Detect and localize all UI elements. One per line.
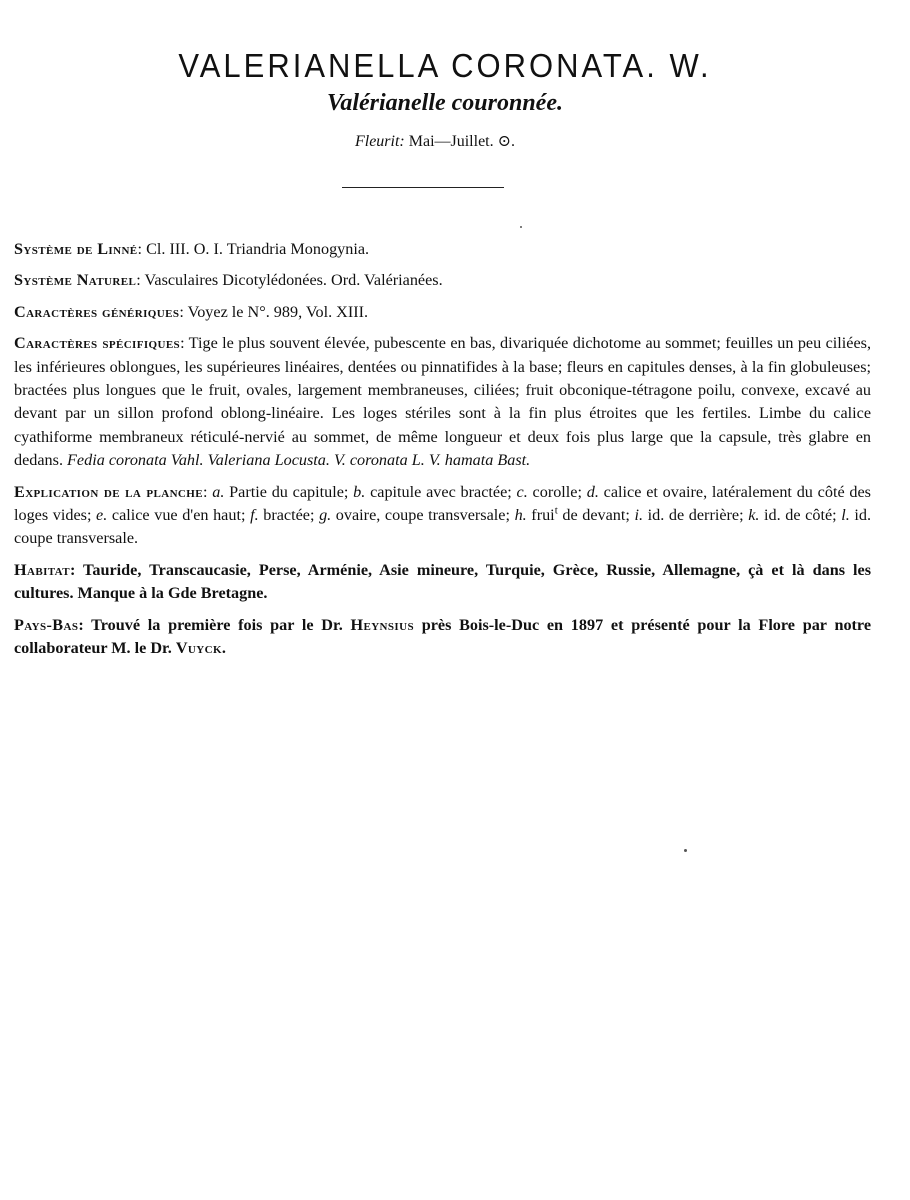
plate-text-k: id. de côté; [759, 506, 842, 525]
description-body [14, 238, 871, 669]
print-speck [684, 849, 687, 852]
section-colon: : [202, 482, 213, 501]
plate-text-h: frui [526, 506, 555, 525]
plate-text-i: id. de derrière; [643, 506, 749, 525]
plate-letter-k: k. [748, 506, 760, 525]
section-text: : Cl. III. O. I. Triandria Monogynia. [137, 240, 370, 258]
section-linne [14, 238, 871, 261]
section-habitat [14, 559, 871, 606]
section-text: : Tige le plus souvent élevée, pubescente en bas, divariquée dichotome au sommet; feuilles un peu ciliées, les inférieures oblongues, les supérieures linéaires, dentées ou pinnatifides à la base; fleurs en capitules denses, à la fin globuleuses; bractées plus longues que le fruit, ovales, largement membraneuses, ciliées; fruit obconique-tétragone poilu, convexe, excavé au devant par un sillon profond oblong-linéaire. Les loges stériles sont à la fin plus étroites que les fertiles. Limbe du calice cyathiforme membraneux réticulé-nervié au sommet, de même longueur et deux fois plus large que la capsule, très glabre en dedans. [14, 334, 871, 470]
section-text: : Vasculaires Dicotylédonées. Ord. Valérianées. [136, 271, 443, 290]
plate-text-a: Partie du capitule; [224, 482, 354, 501]
section-label: Pays-Bas [14, 615, 79, 634]
section-specifiques [14, 332, 871, 472]
plate-letter-e: e. [96, 506, 108, 525]
plate-text-b: capitule avec bractée; [365, 482, 517, 501]
section-text-2: près Bois-le-Duc en 1897 et présenté pour la Flore par notre collaborateur M. le Dr. [14, 615, 872, 658]
plate-letter-c: c. [516, 482, 528, 501]
section-naturel [14, 269, 871, 292]
section-text-3: . [221, 639, 226, 658]
flowering-value: Mai—Juillet. ⊙. [408, 133, 516, 150]
section-label: Caractères spécifiques [14, 334, 181, 353]
section-generiques [14, 301, 871, 324]
plate-text-f: bractée; [258, 506, 320, 525]
section-label: Système Naturel [14, 271, 137, 290]
flowering-label: Fleurit: [354, 133, 405, 150]
section-text-1: : Trouvé la première fois par le Dr. [78, 615, 351, 634]
plate-letter-l: l. [841, 506, 850, 525]
section-label: Habitat [14, 560, 70, 579]
plate-letter-b: b. [353, 482, 366, 501]
plate-text-d: calice et ovaire, latéralement du côté des loges vides; [14, 482, 871, 525]
plate-letter-i: i. [634, 506, 644, 525]
plate-superscript: t [554, 504, 558, 517]
person-name-vuyck: Vuyck [175, 639, 222, 658]
plate-letter-d: d. [586, 482, 599, 501]
plate-letter-a: a. [212, 482, 225, 501]
person-name-heynsius: Heynsius [350, 615, 414, 634]
plate-letter-f: f. [250, 506, 259, 525]
print-speck [520, 226, 522, 228]
section-text: : Tauride, Transcaucasie, Perse, Arménie, Asie mineure, Turquie, Grèce, Russie, Allemagne, çà et là dans les cultures. Manque à la Gde Bretagne. [14, 560, 871, 603]
species-title: VALERIANELLA CORONATA. W. [178, 46, 712, 85]
section-planche [14, 481, 871, 551]
section-paysbas [14, 614, 871, 661]
flowering-period [0, 131, 870, 151]
section-label: Caractères génériques [14, 302, 180, 321]
plate-text-l: id. coupe transversale. [14, 506, 872, 548]
plate-letter-h: h. [514, 506, 527, 525]
plate-text-h-after: de devant; [557, 506, 635, 525]
plate-text-e: calice vue d'en haut; [107, 506, 251, 525]
species-common-name: Valérianelle couronnée. [326, 90, 563, 116]
plate-letter-g: g. [319, 506, 332, 525]
section-label: Explication de la planche [14, 482, 203, 501]
section-text: : Voyez le N°. 989, Vol. XIII. [179, 302, 369, 321]
plate-text-g: ovaire, coupe transversale; [331, 506, 515, 525]
section-label: Système de Linné [14, 240, 138, 258]
title-divider [342, 187, 504, 188]
plate-text-c: corolle; [527, 482, 587, 501]
synonyms: Fedia coronata Vahl. Valeriana Locusta. V. coronata L. V. hamata Bast. [67, 451, 531, 470]
